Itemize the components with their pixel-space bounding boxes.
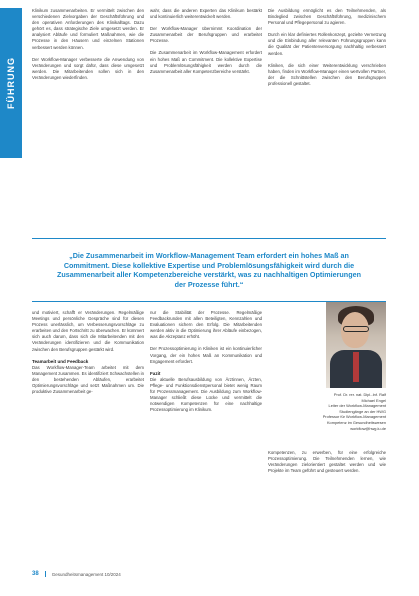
paragraph: nur die Stabilität der Prozesse. Regelmäßige Feedbackrunden mit allen Beteiligten, Kennzahlen und Evaluationen sichern den Erfolg. Die Mitarbeitenden werden aktiv in die Optimierung ihrer Abläufe einbezogen, was die Akzeptanz erhöht. <box>150 310 262 340</box>
subheading: Teamarbeit und Feedback <box>32 358 89 364</box>
caption-line: Prof. Dr. rer. nat. Dipl.-Inf. Ralf <box>333 392 386 397</box>
caption-line: Studiengänge an der HWG <box>339 408 386 414</box>
paragraph: und motiviert, schafft er Veränderungen. Regelmäßige Meetings und persönliche Gespräche sind für diesen Prozess unerlässlich, um Verbesserungsvorschläge zu erarbeiten und den Fortschritt zu überwachen. Er kümmert sich auch darum, dass sich die Mitarbeitenden mit den Veränderungen identifizieren und die Kommunikation zwischen den Berufsgruppen gestärkt wird. <box>32 310 144 352</box>
caption-line: Kompetenz im Gesundheitswesen <box>326 419 386 425</box>
journal-name: Gesundheitsmanagement 10/2024 <box>51 571 121 577</box>
paragraph: Die aktuelle Berufsausbildung von Ärztinnen, Ärzten, Pflege- und Funktionsdienstpersonal bietet wenig Raum für Prozessmanagement. Die Ausbildung zum Workflow-Manager schließt diese Lücke und vermittelt die notwendigen Kompetenzen für eine nachhaltige Prozessoptimierung im Klinikum. <box>150 376 262 413</box>
paragraph: Kompetenzen, zu erwerben, für eine erfolgreiche Prozessoptimierung. Die Teilnehmenden lernen, wie Veränderungen zielorientiert gestaltet werden und wie Projekte im Team geführt und gesteuert werden. <box>268 450 386 474</box>
paragraph: Der Workflow-Manager übernimmt Koordination der Zusammenarbeit der Berufsgruppen und erarbeitet Prozesse. <box>150 26 262 44</box>
column-1-bottom <box>32 310 144 401</box>
paragraph: Durch ein klar definiertes Rollenkonzept, gezielte Vernetzung und die Einbindung aller relevanten Führungsgruppen kann die Qualität der Patientenversorgung nachhaltig verbessert werden. <box>268 32 386 56</box>
caption-line: Professor für Workflow-Management <box>322 414 386 420</box>
column-2-bottom <box>150 310 262 419</box>
paragraph: Die Zusammenarbeit im Workflow-Management erfordert ein hohes Maß an Commitment. Die kollektive Expertise und Problemlösungsfähigkeit werden durch die Zusammenarbeit aller Kompetenzbereiche verstärkt. <box>150 50 262 74</box>
page-footer <box>32 571 386 577</box>
pull-quote-text: „Die Zusammenarbeit im Workflow-Management Team erfordert ein hohes Maß an Commitment. Diese kollektive Expertise und Problemlösungsfähigkeit wird durch die Zusammenarbeit aller Kompetenzbereiche verstärkt, was zu nachhaltigen Optimierungen der Prozesse führt.“ <box>57 251 361 289</box>
paragraph: Kliniken, die sich einer Weiterentwicklung verschrieben haben, finden im Workflow-Manager einen wertvollen Partner, der die Schnittstellen zwischen den Berufsgruppen professionell gestaltet. <box>268 62 386 86</box>
paragraph: Die Ausbildung ermöglicht es den Teilnehmenden, als Bindeglied zwischen Geschäftsführung, medizinischem Personal und Pflegepersonal zu agieren. <box>268 8 386 26</box>
author-photo <box>326 302 386 388</box>
caption-line: Michael Engel <box>361 397 386 403</box>
paragraph: Das Workflow-Manager-Team arbeitet mit dem Management zusammen. Es identifiziert Schwachstellen in den bestehenden Abläufen, erarbeitet Optimierungsvorschläge und setzt Maßnahmen um. Die produktive Zusammenarbeit ge- <box>32 364 145 395</box>
paragraph: Klinikum zusammenarbeiten. Er vermittelt zwischen den verschiedenen Zielvorgaben der Geschäftsführung und den operativen Anforderungen des Klinikalltags. Dazu gehört es, dass strategische Ziele umgesetzt werden. Er analysiert Abläufe und formuliert Maßnahmen, wie die Prozesse in den Häusern und einzelnen Stationen verbessert werden können. <box>32 8 144 50</box>
paragraph: wahr, dass die anderen Experten das Klinikum bestärkt und kontinuierlich weiterentwickelt werden. <box>150 8 262 20</box>
column-3-bottom-text <box>268 450 386 480</box>
column-2-top <box>150 8 262 81</box>
section-tab <box>0 8 22 158</box>
column-3-top <box>268 8 386 93</box>
subheading: Fazit <box>150 370 161 376</box>
author-caption <box>290 392 386 431</box>
caption-line: Leiter der Workflow-Management <box>328 403 386 409</box>
section-tab-label: FÜHRUNG <box>6 57 16 109</box>
footer-divider <box>45 571 46 577</box>
page-number: 38 <box>32 571 39 577</box>
column-1-top <box>32 8 144 87</box>
caption-line: workflow@hwg.lu.de <box>350 425 386 431</box>
pull-quote <box>32 238 386 302</box>
paragraph: Der Workflow-Manager verbesserte die Anwendung von Veränderungen und sorgt dafür, dass diese umgesetzt werden. Die Mitarbeitenden sollen sich in den Veränderungen wiederfinden. <box>32 56 144 80</box>
paragraph: Der Prozessoptimierung in Kliniken ist ein kontinuierlicher Vorgang, der ein hohes Maß an Kommunikation und Engagement erfordert. <box>150 346 262 364</box>
